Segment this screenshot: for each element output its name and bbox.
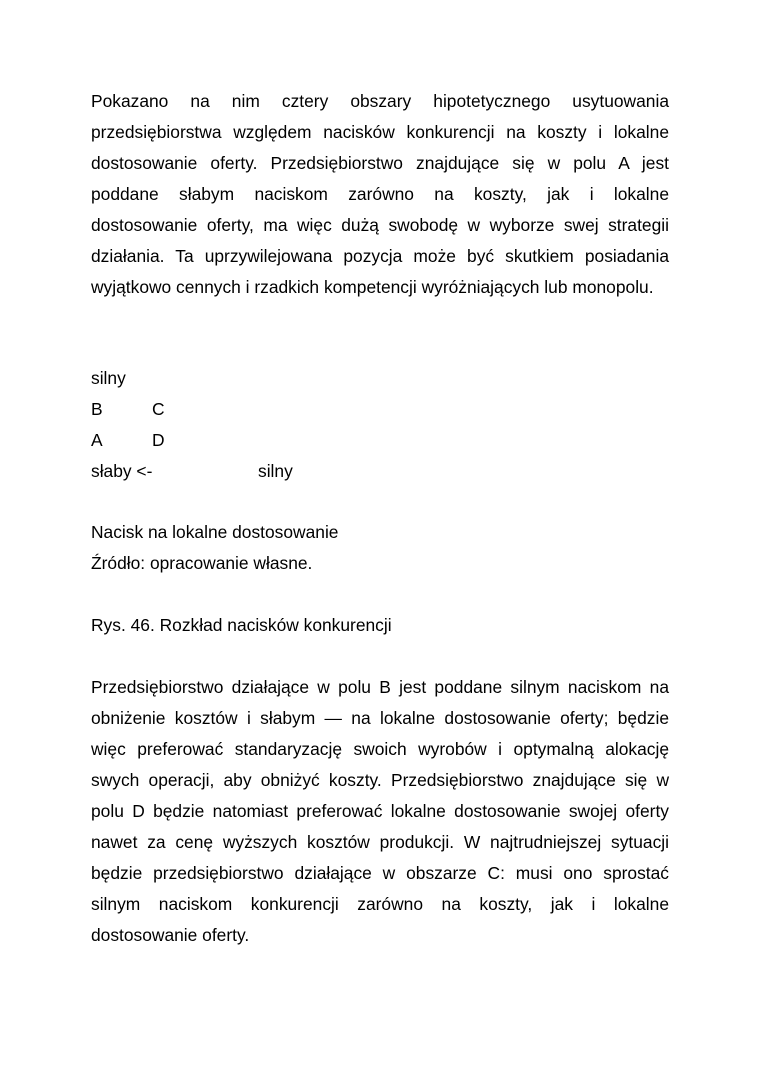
paragraph-line: dostosowanie oferty. Przedsiębiorstwo znajdujące się w polu A jest bbox=[91, 153, 669, 173]
paragraph-line: swych operacji, aby obniżyć koszty. Przedsiębiorstwo znajdujące się w bbox=[91, 770, 669, 790]
y-axis-top-label: silny bbox=[91, 368, 126, 388]
paragraph-line: Pokazano na nim cztery obszary hipotetycznego usytuowania bbox=[91, 91, 669, 111]
x-axis-right-label: silny bbox=[258, 461, 293, 481]
figure-source: Źródło: opracowanie własne. bbox=[91, 553, 313, 573]
paragraph-intro bbox=[91, 86, 669, 303]
paragraph-line: działania. Ta uprzywilejowana pozycja może być skutkiem posiadania bbox=[91, 246, 669, 266]
x-axis-left-label: słaby <- bbox=[91, 461, 153, 481]
quadrant-c-label: C bbox=[152, 399, 165, 419]
paragraph-line: będzie przedsiębiorstwo działające w obszarze C: musi ono sprostać bbox=[91, 863, 669, 883]
quadrant-b-label: B bbox=[91, 399, 103, 419]
paragraph-line: wyjątkowo cennych i rzadkich kompetencji wyróżniających lub monopolu. bbox=[91, 277, 654, 297]
x-axis-title: Nacisk na lokalne dostosowanie bbox=[91, 522, 339, 542]
paragraph-line: przedsiębiorstwa względem nacisków konkurencji na koszty i lokalne bbox=[91, 122, 669, 142]
paragraph-line: poddane słabym naciskom zarówno na koszty, jak i lokalne bbox=[91, 184, 669, 204]
quadrant-a-label: A bbox=[91, 430, 103, 450]
paragraph-line: polu D będzie natomiast preferować lokalne dostosowanie swojej oferty bbox=[91, 801, 669, 821]
paragraph-line: obniżenie kosztów i słabym — na lokalne dostosowanie oferty; będzie bbox=[91, 708, 669, 728]
paragraph-analysis bbox=[91, 672, 669, 951]
paragraph-line: nawet za cenę wyższych kosztów produkcji. W najtrudniejszej sytuacji bbox=[91, 832, 669, 852]
figure-caption: Rys. 46. Rozkład nacisków konkurencji bbox=[91, 615, 392, 635]
paragraph-line: dostosowanie oferty. bbox=[91, 925, 250, 945]
paragraph-line: dostosowanie oferty, ma więc dużą swobodę w wyborze swej strategii bbox=[91, 215, 669, 235]
quadrant-d-label: D bbox=[152, 430, 165, 450]
paragraph-line: Przedsiębiorstwo działające w polu B jest poddane silnym naciskom na bbox=[91, 677, 669, 697]
paragraph-line: więc preferować standaryzację swoich wyrobów i optymalną alokację bbox=[91, 739, 669, 759]
paragraph-line: silnym naciskom konkurencji zarówno na koszty, jak i lokalne bbox=[91, 894, 669, 914]
